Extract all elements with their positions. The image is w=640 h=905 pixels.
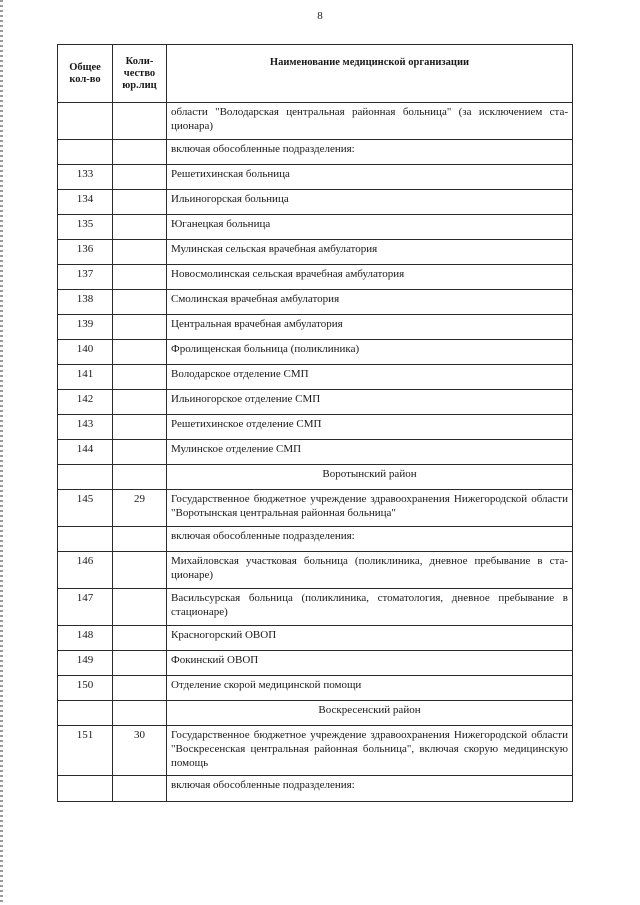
cell-organization: Володарское отделение СМП xyxy=(167,365,573,390)
cell-legal xyxy=(113,701,167,726)
cell-legal xyxy=(113,190,167,215)
cell-organization: включая обособленные подразделения: xyxy=(167,527,573,552)
cell-total: 139 xyxy=(58,315,113,340)
cell-total xyxy=(58,103,113,140)
cell-total xyxy=(58,527,113,552)
cell-total: 133 xyxy=(58,165,113,190)
cell-legal xyxy=(113,290,167,315)
district-row xyxy=(58,465,573,490)
table-row xyxy=(58,589,573,626)
cell-organization: Фокинский ОВОП xyxy=(167,651,573,676)
cell-legal xyxy=(113,440,167,465)
header-organization-name: Наименование медицинской организации xyxy=(167,45,573,103)
table-row xyxy=(58,365,573,390)
district-name: Воскресенский район xyxy=(167,701,573,726)
table-row xyxy=(58,527,573,552)
cell-total: 141 xyxy=(58,365,113,390)
table-row xyxy=(58,290,573,315)
cell-total: 134 xyxy=(58,190,113,215)
table-row xyxy=(58,215,573,240)
cell-legal xyxy=(113,140,167,165)
scan-edge xyxy=(0,0,3,905)
table-row xyxy=(58,776,573,802)
medical-organizations-table xyxy=(57,44,573,802)
cell-organization: Михайловская участковая больница (поликлиника, дневное пребывание в ста-ционаре) xyxy=(167,552,573,589)
cell-legal xyxy=(113,215,167,240)
cell-legal: 30 xyxy=(113,726,167,776)
table-row xyxy=(58,676,573,701)
cell-organization: Решетихинское отделение СМП xyxy=(167,415,573,440)
cell-total: 148 xyxy=(58,626,113,651)
cell-total xyxy=(58,465,113,490)
cell-total: 136 xyxy=(58,240,113,265)
cell-organization: Ильиногорское отделение СМП xyxy=(167,390,573,415)
cell-legal xyxy=(113,315,167,340)
cell-total: 135 xyxy=(58,215,113,240)
cell-legal xyxy=(113,589,167,626)
cell-organization: Государственное бюджетное учреждение здравоохранения Нижегородской области "Воскресенская центральная районная больница", включая скорую медицинскую помощь xyxy=(167,726,573,776)
cell-total: 151 xyxy=(58,726,113,776)
cell-total: 145 xyxy=(58,490,113,527)
table-row xyxy=(58,340,573,365)
cell-organization: включая обособленные подразделения: xyxy=(167,140,573,165)
cell-total: 143 xyxy=(58,415,113,440)
header-legal-entities-count: Коли-чество юр.лиц xyxy=(113,45,167,103)
cell-organization: области "Володарская центральная районная больница" (за исключением ста-ционара) xyxy=(167,103,573,140)
cell-organization: Центральная врачебная амбулатория xyxy=(167,315,573,340)
cell-legal xyxy=(113,552,167,589)
cell-legal xyxy=(113,103,167,140)
table-row xyxy=(58,726,573,776)
table-row xyxy=(58,552,573,589)
cell-legal xyxy=(113,265,167,290)
table-row xyxy=(58,190,573,215)
table-row xyxy=(58,315,573,340)
cell-legal xyxy=(113,651,167,676)
cell-legal xyxy=(113,626,167,651)
table-row xyxy=(58,490,573,527)
table-row xyxy=(58,265,573,290)
cell-total: 140 xyxy=(58,340,113,365)
district-name: Воротынский район xyxy=(167,465,573,490)
district-row xyxy=(58,701,573,726)
table-row xyxy=(58,415,573,440)
cell-total: 142 xyxy=(58,390,113,415)
cell-total: 137 xyxy=(58,265,113,290)
table-row xyxy=(58,240,573,265)
cell-organization: Отделение скорой медицинской помощи xyxy=(167,676,573,701)
cell-organization: Фролищенская больница (поликлиника) xyxy=(167,340,573,365)
cell-organization: Мулинское отделение СМП xyxy=(167,440,573,465)
cell-total: 150 xyxy=(58,676,113,701)
cell-organization: Новосмолинская сельская врачебная амбулатория xyxy=(167,265,573,290)
table-row xyxy=(58,165,573,190)
table-row xyxy=(58,140,573,165)
cell-legal xyxy=(113,340,167,365)
table-header-row xyxy=(58,45,573,103)
cell-legal xyxy=(113,776,167,802)
table-row xyxy=(58,651,573,676)
cell-legal xyxy=(113,676,167,701)
cell-total xyxy=(58,776,113,802)
cell-organization: Юганецкая больница xyxy=(167,215,573,240)
cell-total: 147 xyxy=(58,589,113,626)
cell-total xyxy=(58,701,113,726)
cell-organization: Васильсурская больница (поликлиника, стоматология, дневное пребывание в стационаре) xyxy=(167,589,573,626)
cell-organization: включая обособленные подразделения: xyxy=(167,776,573,802)
cell-legal xyxy=(113,465,167,490)
cell-organization: Ильиногорская больница xyxy=(167,190,573,215)
cell-organization: Решетихинская больница xyxy=(167,165,573,190)
table-row xyxy=(58,103,573,140)
cell-total: 144 xyxy=(58,440,113,465)
table-row xyxy=(58,390,573,415)
cell-total: 146 xyxy=(58,552,113,589)
table-row xyxy=(58,626,573,651)
cell-total xyxy=(58,140,113,165)
cell-legal xyxy=(113,165,167,190)
table-row xyxy=(58,440,573,465)
cell-total: 149 xyxy=(58,651,113,676)
cell-total: 138 xyxy=(58,290,113,315)
header-total-count: Общее кол-во xyxy=(58,45,113,103)
cell-legal xyxy=(113,390,167,415)
page-number: 8 xyxy=(317,10,323,22)
cell-legal xyxy=(113,415,167,440)
cell-organization: Смолинская врачебная амбулатория xyxy=(167,290,573,315)
cell-legal xyxy=(113,365,167,390)
cell-organization: Государственное бюджетное учреждение здравоохранения Нижегородской области "Воротынская центральная районная больница" xyxy=(167,490,573,527)
cell-legal xyxy=(113,240,167,265)
cell-organization: Мулинская сельская врачебная амбулатория xyxy=(167,240,573,265)
cell-legal xyxy=(113,527,167,552)
cell-legal: 29 xyxy=(113,490,167,527)
cell-organization: Красногорский ОВОП xyxy=(167,626,573,651)
